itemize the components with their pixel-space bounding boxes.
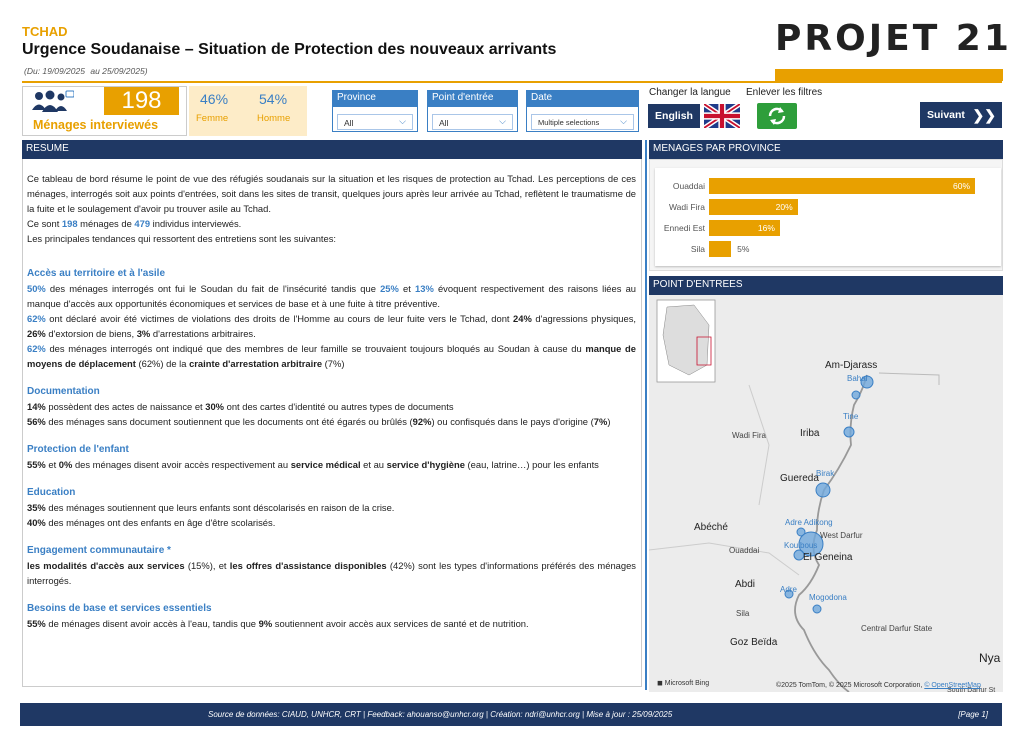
map-label-central-darfur: Central Darfur State (861, 624, 933, 633)
bar-category-label: Ouaddai (672, 181, 705, 191)
map-label-am-djarass: Am-Djarass (825, 360, 878, 371)
map-label-south-darfur: South Darfur St (947, 687, 996, 692)
map-label-nya: Nya (979, 651, 1001, 665)
logo-underline (775, 69, 1003, 81)
male-percent: 54% (259, 91, 288, 107)
bar-value-label: 5% (737, 244, 750, 254)
map-label-guereda: Guereda (780, 473, 819, 484)
map-label-ouaddai: Ouaddai (729, 546, 760, 555)
uk-flag-icon[interactable] (704, 104, 740, 128)
bar-row[interactable] (655, 199, 995, 215)
bar-row[interactable] (655, 220, 995, 236)
reset-filters-button[interactable] (757, 103, 797, 129)
section-title-child-protection: Protection de l'enfant (27, 444, 129, 455)
date-filter[interactable] (526, 90, 639, 132)
individuals-number: 479 (134, 218, 151, 229)
female-label: Femme (196, 113, 229, 124)
people-icon (30, 90, 74, 114)
map-label-abdi: Abdi (735, 579, 756, 590)
bar-category-label: Wadi Fira (668, 202, 705, 212)
map-point-mogodona[interactable] (813, 605, 821, 613)
map-label-adre-adikong: Adre Adikong (785, 518, 833, 527)
province-filter-value: All (344, 118, 354, 128)
households-count-label: Ménages interviewés (33, 118, 159, 132)
refresh-icon (757, 103, 797, 129)
map-canvas[interactable] (649, 295, 1003, 692)
bar[interactable] (709, 241, 731, 257)
entry-point-filter-label: Point d'entrée (428, 91, 517, 107)
households-count: 198 (104, 87, 179, 115)
section-title-education: Education (27, 487, 76, 498)
entry-points-header: POINT D'ENTREES (649, 276, 1003, 295)
map-label-iriba: Iriba (800, 428, 820, 439)
entry-point-filter[interactable] (427, 90, 518, 132)
edu-paragraph-1: 35% des ménages soutiennent que leurs enfants sont déscolarisés en raison de la crise. (27, 502, 395, 513)
bar-value-label: 16% (757, 223, 775, 233)
map-label-bahai: Bahai (847, 374, 868, 383)
map-point-birak[interactable] (816, 483, 830, 497)
province-filter[interactable] (332, 90, 418, 132)
map-label-mogodona: Mogodona (809, 593, 847, 602)
english-button[interactable]: English (648, 104, 700, 128)
map-label-birak: Birak (816, 469, 835, 478)
bar-row[interactable] (655, 178, 995, 194)
acces-paragraph-2: 62% ont déclaré avoir été victimes de violations des droits de l'Homme au cours de leur fuite vers le Tchad, dont 24% d'agressions physiques, 26% d'extorsion de biens, 3% d'arrestations arbitraires. (27, 313, 636, 339)
map-label-goz-beida: Goz Beïda (730, 637, 778, 648)
map-label-el-geneina: El Geneina (803, 552, 853, 563)
header-divider (22, 81, 1002, 83)
bar-category-label: Sila (690, 244, 705, 254)
map-label-wadi-fira: Wadi Fira (732, 431, 766, 440)
footer (20, 703, 1002, 726)
doc-paragraph-2: 56% des ménages sans document soutiennent que les documents ont été égarés ou brûlés (92%) ou confisqués dans le pays d'origine (7%) (27, 416, 611, 427)
chevron-down-icon: ⌵ (620, 116, 627, 126)
map-label-west-darfur: West Darfur (820, 531, 863, 540)
osm-link[interactable]: © OpenStreetMap (924, 682, 981, 689)
map-point[interactable] (852, 391, 860, 399)
date-filter-value: Multiple selections (538, 118, 600, 127)
reset-filters-label: Enlever les filtres (746, 87, 823, 98)
chevron-down-icon: ⌵ (399, 116, 406, 126)
basic-paragraph-1: 55% de ménages disent avoir accès à l'eau, tandis que 9% soutiennent avoir accès aux services de santé et de nutrition. (27, 618, 529, 629)
period-label (24, 66, 151, 76)
province-filter-select[interactable] (337, 114, 413, 130)
households-number: 198 (61, 218, 78, 229)
entry-point-filter-value: All (439, 118, 449, 128)
intro-paragraph: Ce tableau de bord résume le point de vue des réfugiés soudanais sur la situation et les risques de protection au Tchad. Les perceptions de ces ménages, interrogés soit aux points d'entrées, soit dans les sites de transit, quelques jours après leur arrivée au Tchad, reflètent le traumatisme de la fuite et le soulagement d'avoir pu trouver asile au Tchad. (27, 173, 636, 214)
vertical-divider (645, 140, 647, 690)
footer-sources: Source de données: CIAUD, UNHCR, CRT | Feedback: ahouanso@unhcr.org | Création: ndri@unhcr.org | Mise à jour : 25/09/2025 (208, 710, 673, 719)
map-label-abeche: Abéché (694, 522, 728, 533)
page-title: Urgence Soudanaise – Situation de Protection des nouveaux arrivants (22, 41, 557, 58)
map-label-tine: Tine (843, 412, 859, 421)
language-label: Changer la langue (649, 87, 731, 98)
date-filter-select[interactable] (531, 114, 634, 130)
edu-paragraph-2: 40% des ménages ont des enfants en âge d'être scolarisés. (27, 517, 276, 528)
next-button-label: Suivant (927, 109, 965, 121)
intro-trends: Les principales tendances qui ressortent des entretiens sont les suivantes: (27, 233, 337, 244)
province-header: MENAGES PAR PROVINCE (649, 140, 1003, 159)
map-label-koulbous: Koulbous (784, 541, 818, 550)
country-label: TCHAD (22, 24, 68, 39)
entry-points-map[interactable] (649, 295, 1003, 692)
eng-paragraph-1: les modalités d'accès aux services (15%), et les offres d'assistance disponibles (42%) sont les types d'informations préférés des ménages interrogés. (27, 560, 636, 586)
resume-header: RESUME (22, 140, 642, 159)
page-number: [Page 1] (958, 710, 988, 719)
bar-value-label: 60% (953, 181, 971, 191)
intro-counts: Ce sont 198 ménages de 479 individus interviewés. (27, 218, 242, 229)
map-label-sila: Sila (736, 609, 750, 618)
period-start: (Du: 19/09/2025 (24, 66, 85, 76)
date-filter-label: Date (527, 91, 638, 107)
bing-logo: ◼ Microsoft Bing (657, 680, 710, 687)
bar-category-label: Ennedi Est (663, 223, 705, 233)
next-button[interactable] (920, 102, 1002, 128)
acces-paragraph-1: 50% des ménages interrogés ont fui le Soudan du fait de l'insécurité tandis que 25% et 13% évoquent respectivement des raisons liées au manque d'accès aux opportunités économiques et services de base et à une fuite à titre préventive. (27, 283, 637, 309)
section-title-engagement: Engagement communautaire * (27, 545, 171, 556)
section-title-acces: Accès au territoire et à l'asile (27, 268, 166, 279)
doc-paragraph-1: 14% possèdent des actes de naissance et 30% ont des cartes d'identité ou autres types de documents (27, 401, 454, 412)
chevron-down-icon: ⌵ (499, 116, 506, 126)
section-title-basic-needs: Besoins de base et services essentiels (27, 603, 212, 614)
map-point-tine[interactable] (844, 427, 854, 437)
map-copyright: ©2025 TomTom, © 2025 Microsoft Corporation, © OpenStreetMap (776, 682, 981, 689)
bar-value-label: 20% (775, 202, 793, 212)
female-percent: 46% (200, 91, 229, 107)
section-title-documentation: Documentation (27, 386, 100, 397)
period-end: au 25/09/2025) (90, 66, 148, 76)
entry-point-filter-select[interactable] (432, 114, 513, 130)
bar-row[interactable] (655, 241, 995, 257)
male-label: Homme (257, 113, 291, 124)
child-paragraph-1: 55% et 0% des ménages disent avoir accès respectivement au service médical et au service d'hygiène (eau, latrine…) pour les enfants (27, 459, 599, 470)
map-label-adre: Adre (780, 585, 797, 594)
double-chevron-right-icon: ❯❯ (972, 107, 996, 123)
province-filter-label: Province (333, 91, 417, 107)
resume-panel (22, 159, 642, 687)
project-logo: PROJET 21 (775, 18, 1012, 59)
acces-paragraph-3: 62% des ménages interrogés ont indiqué que des membres de leur famille se trouvaient toujours bloqués au Soudan à cause du manque de moyens de déplacement (62%) de la crainte d'arrestation arbitraire (7%) (27, 343, 636, 369)
bar[interactable] (709, 178, 975, 194)
province-bar-chart (655, 168, 1001, 266)
